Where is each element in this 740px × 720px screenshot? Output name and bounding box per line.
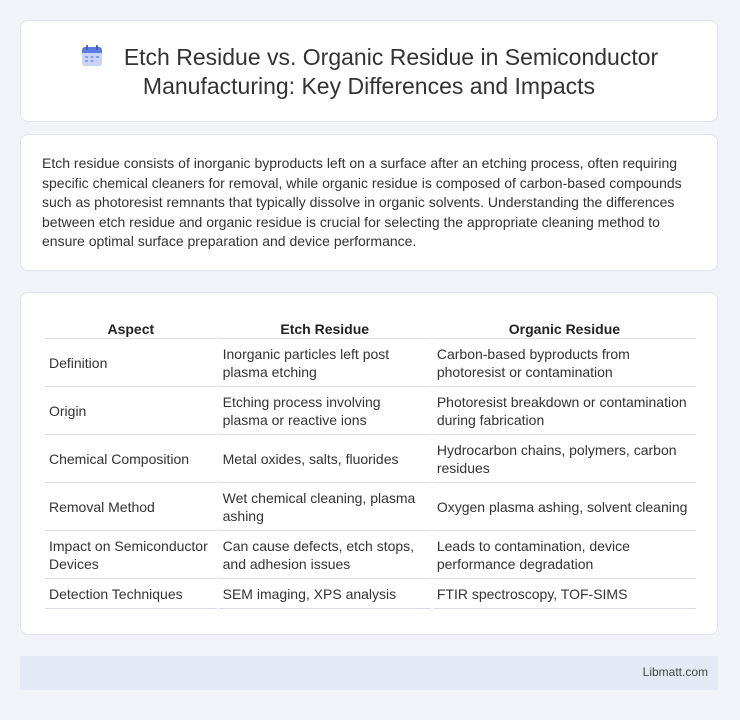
row-aspect: Origin (45, 387, 217, 435)
row-organic: Carbon-based byproducts from photoresist or contamination (433, 339, 696, 387)
header-etch-residue: Etch Residue (219, 313, 431, 339)
row-organic: Photoresist breakdown or contamination during fabrication (433, 387, 696, 435)
row-organic: Hydrocarbon chains, polymers, carbon residues (433, 435, 696, 483)
footer-bar (20, 656, 718, 690)
header-organic-residue: Organic Residue (433, 313, 696, 339)
row-organic: Leads to contamination, device performance degradation (433, 531, 696, 579)
row-etch: Can cause defects, etch stops, and adhesion issues (219, 531, 431, 579)
table-row (45, 579, 696, 609)
row-etch: Inorganic particles left post plasma etching (219, 339, 431, 387)
table-row (45, 387, 696, 435)
intro-paragraph: Etch residue consists of inorganic byproducts left on a surface after an etching process, often requiring specific chemical cleaners for removal, while organic residue is composed of carbon-based compounds such as photoresist remnants that typically dissolve in organic solvents. Understanding the differences between etch residue and organic residue is crucial for selecting the appropriate cleaning method to ensure optimal surface preparation and device performance. (42, 155, 682, 250)
title-card (20, 20, 718, 122)
table-card (20, 292, 718, 635)
intro-card (20, 134, 718, 271)
row-etch: SEM imaging, XPS analysis (219, 579, 431, 609)
page-title: Etch Residue vs. Organic Residue in Semiconductor Manufacturing: Key Differences and Impacts (123, 44, 659, 99)
table-row (45, 531, 696, 579)
comparison-table (43, 313, 698, 609)
row-aspect: Impact on Semiconductor Devices (45, 531, 217, 579)
row-etch: Wet chemical cleaning, plasma ashing (219, 483, 431, 531)
table-row (45, 435, 696, 483)
calendar-icon (80, 44, 104, 68)
row-aspect: Detection Techniques (45, 579, 217, 609)
row-etch: Etching process involving plasma or reactive ions (219, 387, 431, 435)
row-aspect: Definition (45, 339, 217, 387)
header-aspect: Aspect (45, 313, 217, 339)
page-title-wrap (21, 43, 717, 101)
table-row (45, 339, 696, 387)
table-header-row (45, 313, 696, 339)
row-organic: Oxygen plasma ashing, solvent cleaning (433, 483, 696, 531)
row-aspect: Chemical Composition (45, 435, 217, 483)
row-organic: FTIR spectroscopy, TOF-SIMS (433, 579, 696, 609)
row-etch: Metal oxides, salts, fluorides (219, 435, 431, 483)
footer-brand: Libmatt.com (642, 665, 708, 679)
table-row (45, 483, 696, 531)
row-aspect: Removal Method (45, 483, 217, 531)
